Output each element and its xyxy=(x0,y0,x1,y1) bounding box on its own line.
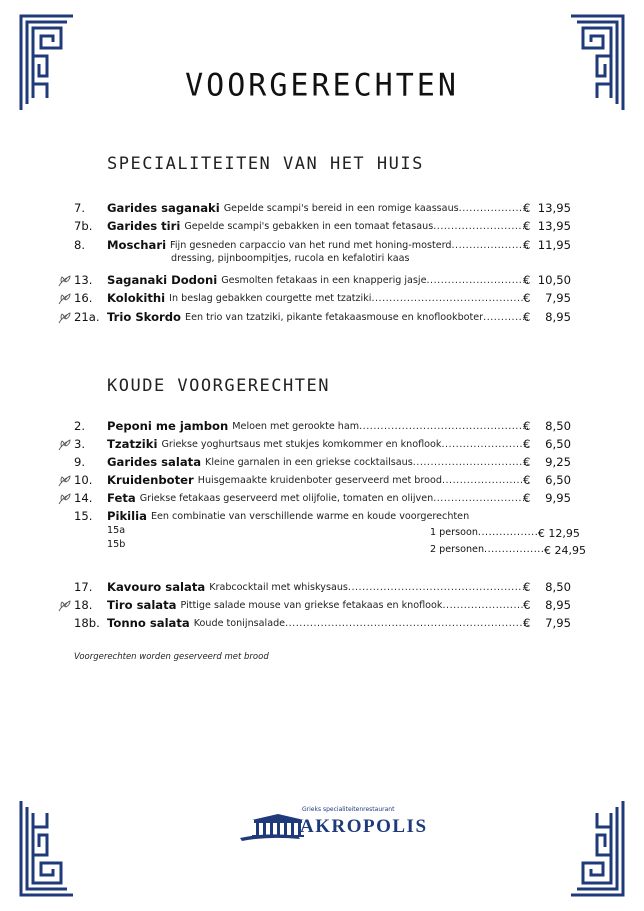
section-heading-specialiteiten: SPECIALITEITEN VAN HET HUIS xyxy=(107,154,424,174)
leader-dots xyxy=(427,272,531,289)
item-number: 7. xyxy=(74,201,86,215)
currency-symbol: € xyxy=(523,291,531,305)
menu-item xyxy=(58,472,578,489)
item-text xyxy=(107,200,530,217)
price-amount: 6,50 xyxy=(545,437,571,451)
item-name: Pikilia xyxy=(107,509,147,523)
item-name: Moschari xyxy=(107,238,167,252)
menu-item xyxy=(58,490,578,507)
leader-dots xyxy=(433,218,530,235)
leader-dots xyxy=(484,544,544,557)
item-text xyxy=(107,309,530,326)
item-number: 15. xyxy=(74,509,93,523)
menu-item xyxy=(58,309,578,326)
item-text xyxy=(107,272,530,289)
item-description: Fijn gesneden carpaccio van het rund met honing-mosterd xyxy=(170,240,452,251)
currency-symbol: € xyxy=(523,310,531,324)
currency-symbol: € xyxy=(523,598,531,612)
sub-option-price xyxy=(430,544,586,557)
leader-dots xyxy=(433,490,530,507)
menu-item xyxy=(58,218,578,235)
leader-dots xyxy=(442,472,530,489)
item-text xyxy=(107,237,530,254)
menu-item xyxy=(58,454,578,471)
item-text xyxy=(107,436,530,453)
item-description: Huisgemaakte kruidenboter geserveerd met brood xyxy=(197,475,442,486)
vegetarian-leaf-icon xyxy=(58,492,74,505)
vegetarian-leaf-icon xyxy=(58,438,74,451)
item-number: 16. xyxy=(74,291,93,305)
footnote: Voorgerechten worden geserveerd met brood xyxy=(74,652,269,662)
price-amount: 6,50 xyxy=(545,473,571,487)
item-number: 7b. xyxy=(74,219,93,233)
item-description: Een trio van tzatziki, pikante fetakaasmouse en knoflookboter xyxy=(185,312,484,323)
item-description: Een combinatie van verschillende warme en koude voorgerechten xyxy=(150,511,470,522)
item-number: 17. xyxy=(74,580,93,594)
item-text xyxy=(107,218,530,235)
menu-item xyxy=(58,290,578,307)
item-name: Feta xyxy=(107,491,136,505)
menu-item xyxy=(58,597,578,614)
item-description: In beslag gebakken courgette met tzatziki xyxy=(169,293,372,304)
item-text xyxy=(107,454,530,471)
price-amount: 9,95 xyxy=(545,491,571,505)
item-text xyxy=(107,490,530,507)
item-price xyxy=(523,418,571,435)
item-number: 3. xyxy=(74,437,86,451)
item-price xyxy=(523,309,571,326)
item-description: Gepelde scampi's gebakken in een tomaat fetasaus xyxy=(184,221,434,232)
item-name: Kolokithi xyxy=(107,291,166,305)
price-amount: 10,50 xyxy=(537,273,571,287)
price-amount: 13,95 xyxy=(537,219,571,233)
item-price xyxy=(523,472,571,489)
leader-dots xyxy=(285,615,530,632)
price-amount: 8,95 xyxy=(545,310,571,324)
leader-dots xyxy=(442,597,530,614)
item-text xyxy=(107,508,530,525)
leader-dots xyxy=(348,579,530,596)
item-price xyxy=(523,218,571,235)
item-number: 2. xyxy=(74,419,86,433)
item-name: Tzatziki xyxy=(107,437,158,451)
item-text xyxy=(107,290,530,307)
item-price xyxy=(523,436,571,453)
sub-option-code: 15b xyxy=(107,539,126,550)
item-price xyxy=(523,237,571,254)
menu-item xyxy=(58,237,578,254)
item-description: Gesmolten fetakaas in een knapperig jasje xyxy=(221,275,427,286)
price-amount: € 24,95 xyxy=(544,544,587,557)
sub-option-code: 15a xyxy=(107,525,126,536)
price-amount: 9,25 xyxy=(545,455,571,469)
currency-symbol: € xyxy=(523,437,531,451)
currency-symbol: € xyxy=(523,580,531,594)
currency-symbol: € xyxy=(523,273,531,287)
item-price xyxy=(523,597,571,614)
price-amount: 8,50 xyxy=(545,580,571,594)
item-number: 18. xyxy=(74,598,93,612)
leader-dots xyxy=(451,237,530,254)
item-text xyxy=(107,472,530,489)
item-description: Griekse yoghurtsaus met stukjes komkommer en knoflook xyxy=(161,439,442,450)
vegetarian-leaf-icon xyxy=(58,474,74,487)
item-number: 13. xyxy=(74,273,93,287)
item-number: 21a. xyxy=(74,310,100,324)
item-text xyxy=(107,418,530,435)
currency-symbol: € xyxy=(523,491,531,505)
currency-symbol: € xyxy=(523,473,531,487)
item-price xyxy=(523,272,571,289)
price-amount: 13,95 xyxy=(537,201,571,215)
greek-key-corner-ornament xyxy=(567,799,627,899)
section-heading-koude: KOUDE VOORGERECHTEN xyxy=(107,376,330,396)
item-name: Tonno salata xyxy=(107,616,190,630)
item-name: Kruidenboter xyxy=(107,473,194,487)
item-number: 10. xyxy=(74,473,93,487)
price-amount: 8,95 xyxy=(545,598,571,612)
item-description: Kleine garnalen in een griekse cocktailsaus xyxy=(205,457,413,468)
menu-item xyxy=(58,436,578,453)
vegetarian-leaf-icon xyxy=(58,292,74,305)
item-text xyxy=(107,597,530,614)
item-price xyxy=(523,490,571,507)
sub-option-label: 1 persoon xyxy=(430,527,478,538)
item-description: Meloen met gerookte ham xyxy=(232,421,360,432)
item-number: 14. xyxy=(74,491,93,505)
logo-subtitle: Grieks specialiteitenrestaurant xyxy=(302,806,395,813)
item-description: Griekse fetakaas geserveerd met olijfolie, tomaten en olijven xyxy=(139,493,434,504)
currency-symbol: € xyxy=(523,219,531,233)
price-amount: 8,50 xyxy=(545,419,571,433)
price-amount: € 12,95 xyxy=(537,527,580,540)
price-amount: 7,95 xyxy=(545,616,571,630)
item-name: Tiro salata xyxy=(107,598,177,612)
menu-item xyxy=(58,508,578,525)
leader-dots xyxy=(459,200,530,217)
page-title: VOORGERECHTEN xyxy=(185,67,459,104)
item-number: 8. xyxy=(74,238,86,252)
item-name: Kavouro salata xyxy=(107,580,206,594)
leader-dots xyxy=(359,418,530,435)
item-description: Gepelde scampi's bereid in een romige kaassaus xyxy=(223,203,459,214)
leader-dots xyxy=(478,527,538,540)
price-amount: 7,95 xyxy=(545,291,571,305)
logo-name: AKROPOLIS xyxy=(300,816,428,837)
leader-dots xyxy=(371,290,530,307)
item-name: Garides saganaki xyxy=(107,201,220,215)
menu-item xyxy=(58,615,578,632)
sub-option-price xyxy=(430,527,580,540)
sub-option-label: 2 personen xyxy=(430,544,485,555)
currency-symbol: € xyxy=(523,419,531,433)
menu-item xyxy=(58,579,578,596)
menu-item xyxy=(58,200,578,217)
item-number: 9. xyxy=(74,455,86,469)
item-price xyxy=(523,200,571,217)
item-description: Koude tonijnsalade xyxy=(193,618,286,629)
item-description-continued: dressing, pijnboompitjes, rucola en kefalotiri kaas xyxy=(171,253,410,264)
vegetarian-leaf-icon xyxy=(58,274,74,287)
vegetarian-leaf-icon xyxy=(58,311,74,324)
item-name: Garides tiri xyxy=(107,219,181,233)
greek-key-corner-ornament xyxy=(17,799,77,899)
item-price xyxy=(523,290,571,307)
vegetarian-leaf-icon xyxy=(58,599,74,612)
currency-symbol: € xyxy=(523,616,531,630)
item-name: Garides salata xyxy=(107,455,202,469)
currency-symbol: € xyxy=(523,201,531,215)
currency-symbol: € xyxy=(523,238,531,252)
price-amount: 11,95 xyxy=(537,238,571,252)
item-text xyxy=(107,579,530,596)
item-price xyxy=(523,615,571,632)
item-price xyxy=(523,579,571,596)
item-description: Pittige salade mouse van griekse fetakaas en knoflook xyxy=(180,600,443,611)
currency-symbol: € xyxy=(523,455,531,469)
item-number: 18b. xyxy=(74,616,100,630)
item-name: Peponi me jambon xyxy=(107,419,229,433)
leader-dots xyxy=(413,454,530,471)
item-name: Trio Skordo xyxy=(107,310,182,324)
item-name: Saganaki Dodoni xyxy=(107,273,218,287)
menu-item xyxy=(58,418,578,435)
item-price xyxy=(523,454,571,471)
leader-dots xyxy=(441,436,530,453)
item-description: Krabcocktail met whiskysaus xyxy=(209,582,348,593)
item-text xyxy=(107,615,530,632)
menu-item xyxy=(58,272,578,289)
